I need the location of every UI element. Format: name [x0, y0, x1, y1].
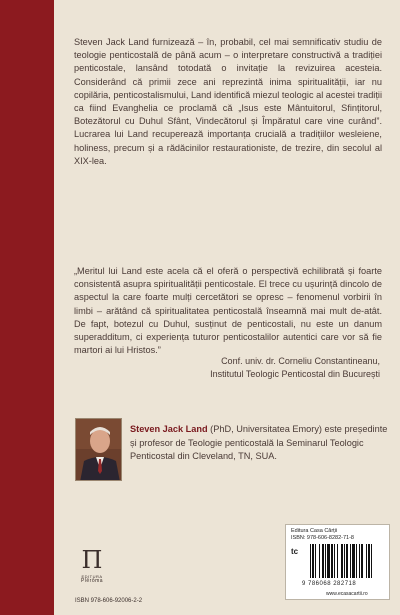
- author-photo: [75, 418, 122, 481]
- barcode-isbn: ISBN: 978-606-8282-71-8: [291, 535, 354, 541]
- endorsement-institution: Institutul Teologic Penticostal din București: [210, 369, 380, 379]
- author-bio-text: (PhD, Universitatea Emory) este președinte și profesor de Teologie penticostală la Seminarul Teologic Penticostal din Cleveland, TN, SUA.: [130, 424, 388, 462]
- author-portrait-icon: [76, 419, 122, 481]
- publisher-logo: [75, 546, 109, 593]
- author-bio: [130, 423, 388, 464]
- barcode-panel: [285, 524, 390, 600]
- casa-cartii-logo-icon: tc: [291, 547, 299, 556]
- barcode-icon: [308, 544, 386, 580]
- publisher-isbn: ISBN 978-606-92006-2-2: [75, 598, 143, 604]
- publisher-label-name: Plērōma: [80, 578, 104, 584]
- barcode-url: www.ecasacartii.ro: [326, 591, 368, 597]
- spine-band: [0, 0, 54, 615]
- endorsement-quote: „Meritul lui Land este acela că el oferă o perspectivă echilibrată și foarte consistentă asupra spiritualității penticostale. El trece cu ușurință dincolo de aspectul la care foarte mulți cercetători se opresc – fenomenul vorbirii în limbi – arătând că spiritualitatea penticostală înseamnă mai mult de-atât. De fapt, botezul cu Duhul, susținut de penticostali, nu este un danum superadditum, ci experiența tuturor penticostalilor autentici care vor să fie martori ai lui Hristos.”: [74, 266, 382, 356]
- barcode-publisher: Editura Casa Cărții: [291, 528, 338, 534]
- author-name: Steven Jack Land: [130, 424, 208, 434]
- barcode-number: 9 786068 282718: [302, 581, 357, 587]
- endorsement-author: Conf. univ. dr. Corneliu Constantineanu,: [221, 356, 380, 366]
- description-paragraph: Steven Jack Land furnizează – în, probabil, cel mai semnificativ studiu de teologie penticostală de până acum – o interpretare constructivă a tradiției penticostale, lansând totodată o invitație la revizuirea acesteia. Considerând că primii zece ani reprezintă inima spiritualității, iar nu copilăria, penticostalismului, Land identifică miezul teologic al acestei tradiții ca fiind Evanghelia ce proclamă că „Isus este Mântuitorul, Sfințitorul, Botezătorul cu Duhul Sfânt, Vindecătorul și Împăratul care vine curând”. Lucrarea lui Land recuperează importanța crucială a tradițiilor wesleiene, holiness, precum și a rădăcinilor restaurationiste, de trezire, din secolul al XIX-lea.: [74, 37, 382, 166]
- publisher-label-top: EDITURA: [81, 574, 103, 579]
- pi-icon: Π: [81, 546, 103, 574]
